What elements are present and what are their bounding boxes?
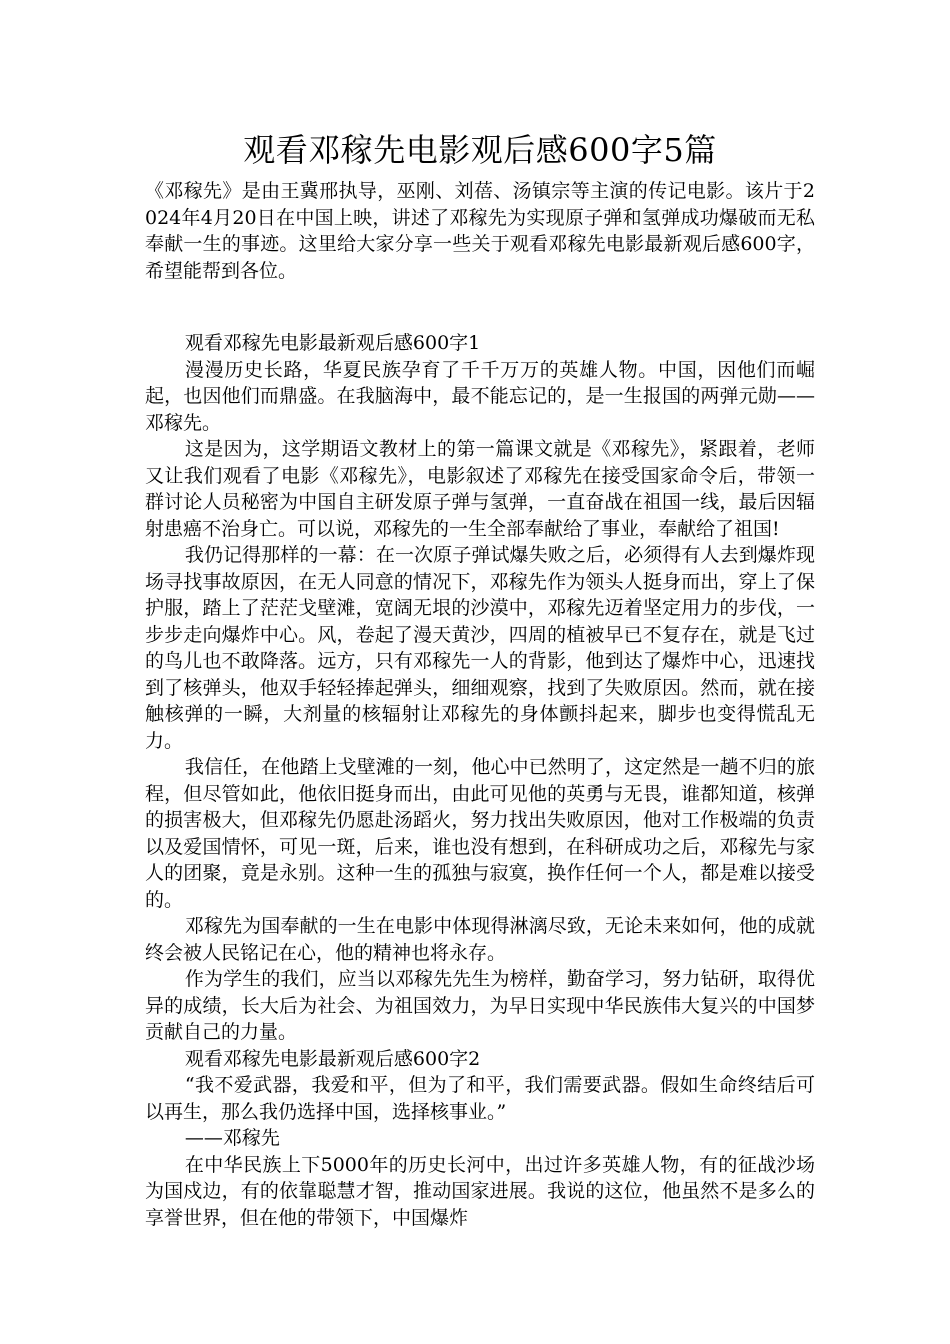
section-gap — [145, 284, 815, 330]
document-page — [145, 128, 815, 1231]
intro-paragraph: 《邓稼先》是由王冀邢执导，巫刚、刘蓓、汤镇宗等主演的传记电影。该片于2024年4月20日在中国上映，讲述了邓稼先为实现原子弹和氢弹成功爆破而无私奉献一生的事迹。这里给大家分享一些关于观看邓稼先电影最新观后感600字，希望能帮到各位。 — [145, 180, 815, 282]
essay-1-paragraph: 邓稼先为国奉献的一生在电影中体现得淋漓尽致，无论未来如何，他的成就终会被人民铭记在心，他的精神也将永存。 — [145, 915, 815, 964]
essay-2-heading: 观看邓稼先电影最新观后感600字2 — [184, 1047, 481, 1070]
document-title: 观看邓稼先电影观后感600字5篇 — [243, 131, 717, 169]
essay-1-heading: 观看邓稼先电影最新观后感600字1 — [184, 332, 481, 354]
essay-1-paragraph: 漫漫历史长路，华夏民族孕育了千千万万的英雄人物。中国，因他们而崛起，也因他们而鼎盛。在我脑海中，最不能忘记的，是一生报国的两弹元勋——邓稼先。 — [145, 358, 815, 434]
essay-1-paragraph: 作为学生的我们，应当以邓稼先先生为榜样，勤奋学习，努力钻研，取得优异的成绩，长大后为社会、为祖国效力，为早日实现中华民族伟大复兴的中国梦贡献自己的力量。 — [145, 968, 815, 1043]
essay-1-paragraph: 这是因为，这学期语文教材上的第一篇课文就是《邓稼先》，紧跟着，老师又让我们观看了电影《邓稼先》，电影叙述了邓稼先在接受国家命令后，带领一群讨论人员秘密为中国自主研发原子弹与氢弹，一直奋战在祖国一线，最后因辐射患癌不治身亡。可以说，邓稼先的一生全部奉献给了事业，奉献给了祖国! — [145, 438, 815, 540]
essay-2-paragraph: 在中华民族上下5000年的历史长河中，出过许多英雄人物，有的征战沙场为国戍边，有的依靠聪慧才智，推动国家进展。我说的这位，他虽然不是多么的享誉世界，但在他的带领下，中国爆炸 — [145, 1153, 815, 1229]
essay-1-paragraph: 我仍记得那样的一幕：在一次原子弹试爆失败之后，必须得有人去到爆炸现场寻找事故原因，在无人同意的情况下，邓稼先作为领头人挺身而出，穿上了保护服，踏上了茫茫戈壁滩，宽阔无垠的沙漠中，邓稼先迈着坚定用力的步伐，一步步走向爆炸中心。风，卷起了漫天黄沙，四周的植被早已不复存在，就是飞过的鸟儿也不敢降落。远方，只有邓稼先一人的背影，他到达了爆炸中心，迅速找到了核弹头，他双手轻轻捧起弹头，细细观察，找到了失败原因。然而，就在接触核弹的一瞬，大剂量的核辐射让邓稼先的身体颤抖起来，脚步也变得慌乱无力。 — [145, 544, 815, 752]
essay-2-quote: “我不爱武器，我爱和平，但为了和平，我们需要武器。假如生命终结后可以再生，那么我仍选择中国，选择核事业。” — [145, 1074, 815, 1123]
essay-2-quote-author: ——邓稼先 — [184, 1127, 280, 1149]
essay-1-paragraph: 我信任，在他踏上戈壁滩的一刻，他心中已然明了，这定然是一趟不归的旅程，但尽管如此，他依旧挺身而出，由此可见他的英勇与无畏，谁都知道，核弹的损害极大，但邓稼先仍愿赴汤蹈火，努力找出失败原因，他对工作极端的负责以及爱国情怀，可见一斑，后来，谁也没有想到，在科研成功之后，邓稼先与家人的团聚，竟是永别。这种一生的孤独与寂寞，换作任何一个人，都是难以接受的。 — [145, 756, 815, 911]
